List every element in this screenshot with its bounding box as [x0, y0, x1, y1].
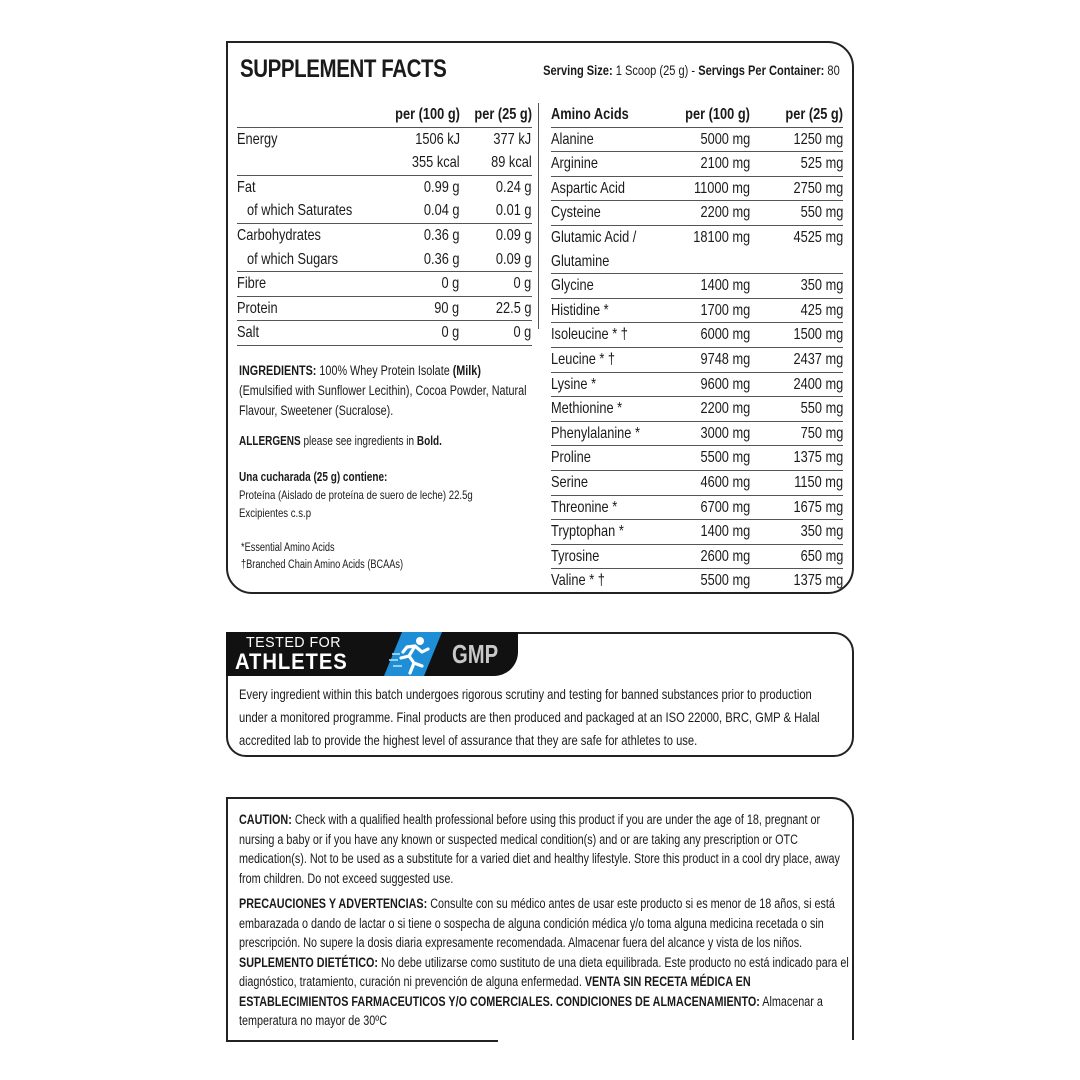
caution-english: CAUTION: Check with a qualified health professional before using this product if you are under the age of 18, pregnant or nursing a baby or if you have any known or suspected medical condition(s) and or are taking any prescription or OTC medication(s). Not to be used as a substitute for a varied diet and healthy lifestyle. Store this product in a cool dry place, away from children. Do not exceed suggested use. [239, 812, 840, 886]
amino-value-100g: 4600 mg [700, 473, 750, 491]
nutrition-label: Carbohydrates [237, 226, 321, 244]
amino-row [551, 470, 843, 495]
amino-value-25g: 1250 mg [793, 130, 843, 148]
amino-value-25g: 425 mg [800, 301, 843, 319]
amino-header-25g: per (25 g) [785, 106, 843, 123]
amino-row [551, 347, 843, 372]
amino-label: Tyrosine [551, 547, 600, 565]
amino-value-25g: 2750 mg [793, 179, 843, 197]
nutrition-row [237, 223, 532, 247]
amino-value-100g: 6700 mg [700, 498, 750, 516]
amino-value-25g: 2400 mg [793, 375, 843, 393]
nutrition-header-25g: per (25 g) [473, 106, 532, 123]
amino-value-25g: 650 mg [800, 547, 843, 565]
facts-title: SUPPLEMENT FACTS [240, 55, 447, 83]
tested-for-athletes-panel [226, 632, 854, 757]
amino-label: Arginine [551, 155, 598, 173]
amino-value-100g: 1400 mg [700, 523, 750, 541]
nutrition-value-100g: 0 g [441, 324, 460, 342]
nutrition-value-25g: 22.5 g [495, 299, 532, 317]
precauciones-label: PRECAUCIONES Y ADVERTENCIAS: [239, 896, 428, 911]
amino-label: Glutamic Acid / [551, 228, 637, 246]
gmp-label: GMP [452, 639, 499, 669]
amino-value-100g: 5500 mg [700, 572, 750, 590]
nutrition-row [237, 175, 532, 199]
amino-label: Valine * † [551, 572, 605, 590]
amino-acid-table [551, 103, 843, 593]
amino-label: Alanine [551, 130, 594, 148]
footnotes: *Essential Amino Acids †Branched Chain Amino Acids (BCAAs) [241, 542, 404, 571]
amino-value-25g: 1675 mg [793, 498, 843, 516]
amino-row [551, 544, 843, 569]
amino-value-100g: 2100 mg [700, 155, 750, 173]
amino-label: Isoleucine * † [551, 326, 628, 344]
amino-value-100g: 1700 mg [700, 301, 750, 319]
nutrition-label: Salt [237, 324, 260, 342]
amino-label: Aspartic Acid [551, 179, 625, 197]
nutrition-value-25g: 0.09 g [495, 250, 532, 268]
amino-header-100g: per (100 g) [685, 106, 750, 123]
amino-row [551, 372, 843, 397]
amino-label: Proline [551, 449, 591, 467]
amino-value-100g: 5000 mg [700, 130, 750, 148]
amino-value-100g: 9748 mg [700, 350, 750, 368]
amino-value-100g: 3000 mg [700, 424, 750, 442]
amino-row [551, 520, 843, 545]
nutrition-table [237, 103, 532, 346]
amino-row [551, 250, 843, 274]
nutrition-value-25g: 0 g [513, 324, 532, 342]
nutrition-value-25g: 0 g [513, 275, 532, 293]
nutrition-label: Fibre [237, 275, 267, 293]
amino-label: Phenylalanine * [551, 424, 640, 442]
caution-label: CAUTION: [239, 812, 292, 827]
amino-value-100g: 9600 mg [700, 375, 750, 393]
amino-value-25g: 550 mg [800, 204, 843, 222]
nutrition-value-100g: 0.04 g [423, 202, 460, 220]
amino-value-25g: 350 mg [800, 523, 843, 541]
amino-row [551, 421, 843, 446]
nutrition-value-100g: 0.36 g [423, 250, 460, 268]
nutrition-value-25g: 377 kJ [493, 130, 532, 148]
amino-row [551, 446, 843, 471]
amino-row [551, 127, 843, 152]
nutrition-value-25g: 0.24 g [495, 178, 532, 196]
amino-row [551, 397, 843, 422]
tested-description: Every ingredient within this batch undergoes rigorous scrutiny and testing for banned substances prior to production under a monitored programme. Final products are then produced and packaged at an ISO 22000, BRC, GMP & Halal accredited lab to provide the highest level of assurance that they are safe for athletes to use. [239, 686, 820, 748]
amino-label: Lysine * [551, 375, 597, 393]
nutrition-value-100g: 355 kcal [411, 154, 460, 172]
amino-row [551, 569, 843, 593]
amino-label: Threonine * [551, 498, 618, 516]
supplement-facts-panel [226, 41, 854, 594]
amino-value-25g: 1150 mg [794, 473, 843, 491]
amino-value-25g: 1375 mg [793, 572, 843, 590]
amino-row [551, 225, 843, 249]
amino-value-100g: 2600 mg [700, 547, 750, 565]
ingredients-label: INGREDIENTS: [239, 363, 317, 378]
nutrition-value-100g: 0 g [441, 275, 460, 293]
amino-label: Glycine [551, 277, 594, 295]
amino-row [551, 274, 843, 299]
amino-row [551, 298, 843, 323]
amino-value-25g: 1500 mg [793, 326, 843, 344]
nutrition-label: Fat [237, 178, 256, 196]
nutrition-value-100g: 1506 kJ [414, 130, 460, 148]
column-divider [538, 103, 539, 329]
amino-value-25g: 550 mg [800, 400, 843, 418]
nutrition-header-100g: per (100 g) [394, 106, 460, 123]
amino-label: Methionine * [551, 400, 623, 418]
nutrition-value-100g: 90 g [434, 299, 460, 317]
nutrition-value-100g: 0.99 g [423, 178, 460, 196]
nutrition-value-25g: 89 kcal [491, 154, 532, 172]
nutrition-label: Energy [237, 130, 278, 148]
amino-value-25g: 750 mg [800, 424, 843, 442]
amino-row [551, 495, 843, 520]
amino-value-25g: 2437 mg [793, 350, 843, 368]
amino-value-25g: 4525 mg [793, 228, 843, 246]
amino-value-25g: 525 mg [800, 155, 843, 173]
amino-value-100g: 2200 mg [700, 204, 750, 222]
nutrition-row [237, 199, 532, 223]
nutrition-label: of which Sugars [247, 250, 339, 268]
amino-label: Cysteine [551, 204, 601, 222]
amino-value-100g: 5500 mg [700, 449, 750, 467]
amino-value-100g: 18100 mg [693, 228, 750, 246]
runner-icon [384, 632, 442, 676]
amino-row [551, 201, 843, 226]
nutrition-label: Protein [237, 299, 278, 317]
ingredients: INGREDIENTS: 100% Whey Protein Isolate (Milk) (Emulsified with Sunflower Lecithin), Cocoa Powder, Natural Flavour, Sweetener (Sucralose). [239, 363, 527, 418]
spanish-serving-info: Una cucharada (25 g) contiene: Proteína (Aislado de proteína de suero de leche) 22.5g Excipientes c.s.p [239, 470, 473, 520]
nutrition-value-25g: 0.01 g [495, 202, 532, 220]
amino-row [551, 323, 843, 348]
nutrition-value-100g: 0.36 g [423, 226, 460, 244]
nutrition-value-25g: 0.09 g [495, 226, 532, 244]
amino-row [551, 176, 843, 201]
amino-value-100g: 11000 mg [694, 179, 750, 197]
nutrition-row [237, 127, 532, 151]
amino-value-25g: 350 mg [800, 277, 843, 295]
amino-value-100g: 2200 mg [700, 400, 750, 418]
nutrition-row [237, 321, 532, 346]
caution-panel [226, 797, 854, 1040]
amino-label: Glutamine [551, 252, 610, 270]
nutrition-row [237, 151, 532, 175]
amino-header-label: Amino Acids [551, 106, 629, 123]
nutrition-row [237, 296, 532, 321]
nutrition-label: of which Saturates [247, 202, 353, 220]
amino-value-25g: 1375 mg [793, 449, 843, 467]
nutrition-row [237, 248, 532, 272]
amino-label: Tryptophan * [551, 523, 624, 541]
amino-value-100g: 6000 mg [700, 326, 750, 344]
tested-badge: TESTED FOR ATHLETES GMP [226, 632, 518, 676]
serving-info: Serving Size: 1 Scoop (25 g) - Servings Per Container: 80 [543, 63, 840, 78]
amino-value-100g: 1400 mg [700, 277, 750, 295]
amino-label: Histidine * [551, 301, 609, 319]
caution-spanish: PRECAUCIONES Y ADVERTENCIAS: Consulte con su médico antes de usar este producto si es menor de 18 años, si está embarazada o dando de lactar o si tiene o sospecha de alguna condición médica y/o toma alguna medicina recetada o sin prescripción. No supere la dosis diaria expresamente recomendada. Almacenar fuera del alcance y vista de los niños. SUPLEMENTO DIETÉTICO: No debe utilizarse como sustituto de una dieta equilibrada. Este producto no está indicado para el diagnóstico, tratamiento, curación ni prevención de alguna enfermedad. VENTA SIN RECETA MÉDICA EN ESTABLECIMIENTOS FARMACEUTICOS Y/O COMERCIALES. CONDICIONES DE ALMACENAMIENTO: Almacenar a temperatura no mayor de 30ºC [239, 896, 849, 1028]
nutrition-row [237, 272, 532, 297]
allergens: ALLERGENS please see ingredients in Bold. [239, 434, 442, 448]
amino-label: Serine [551, 473, 588, 491]
nutrition-header-row [237, 103, 532, 127]
amino-header-row [551, 103, 843, 127]
amino-label: Leucine * † [551, 350, 616, 368]
amino-row [551, 152, 843, 177]
